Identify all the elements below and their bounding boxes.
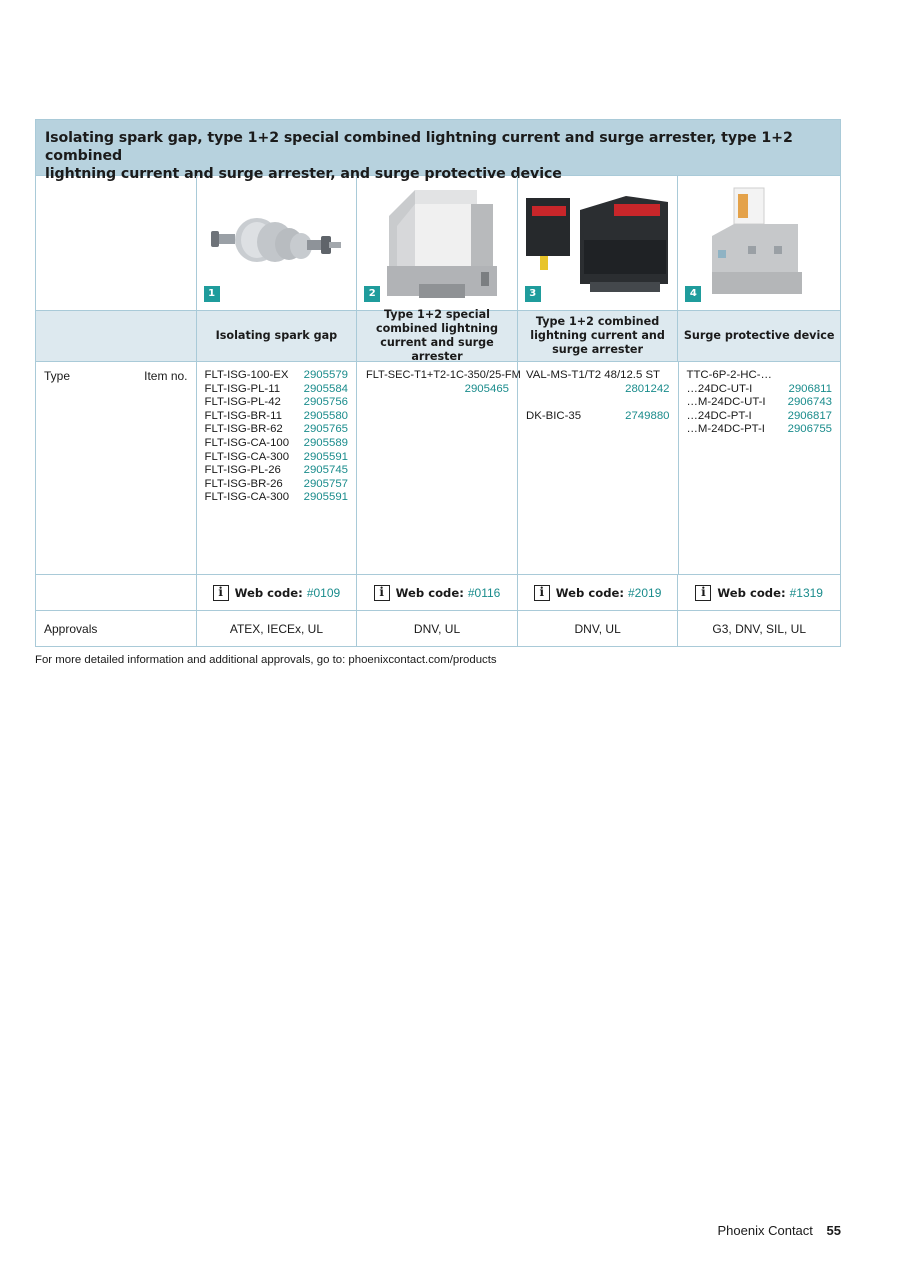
list-item: …24DC-PT-I 2906817 <box>686 409 832 422</box>
black-arrester-modules-image <box>518 176 679 311</box>
item-number-link[interactable]: 2906755 <box>787 423 832 436</box>
list-item: FLT-ISG-CA-100 2905589 <box>204 436 348 449</box>
list-item: FLT-ISG-100-EX 2905579 <box>204 369 348 381</box>
web-code-row <box>36 575 840 611</box>
page-footer <box>718 1223 842 1238</box>
table-title-line1: Isolating spark gap, type 1+2 special combined lightning current and surge arrester, type 1+2 combined <box>45 130 793 164</box>
info-icon: i <box>374 585 390 601</box>
web-code-label: Web code: <box>555 585 624 600</box>
item-number-link[interactable]: 2906817 <box>787 409 832 422</box>
web-code-link[interactable]: #1319 <box>789 585 823 600</box>
product-caption: Type 1+2 special combined lightning current and surge arrester <box>357 311 518 361</box>
item-name: FLT-SEC-T1+T2-1C-350/25-FM <box>366 369 521 381</box>
item-number-link[interactable]: 2905745 <box>303 464 348 477</box>
web-code-link[interactable]: #0109 <box>306 585 341 600</box>
product-table <box>35 119 841 647</box>
item-number-link[interactable]: 2905765 <box>303 423 348 436</box>
item-list-2 <box>357 362 521 574</box>
item-number-link[interactable]: 2906743 <box>787 396 832 409</box>
din-rail-arrester-image <box>357 176 518 311</box>
type-row <box>36 362 840 575</box>
list-item: …M-24DC-PT-I 2906755 <box>686 423 832 436</box>
item-number-link[interactable]: 2905591 <box>303 450 348 463</box>
item-number-link[interactable]: 2905579 <box>303 369 348 381</box>
list-item: FLT-ISG-PL-11 2905584 <box>204 382 348 395</box>
web-code-link[interactable]: #2019 <box>628 585 662 600</box>
approvals-value: ATEX, IECEx, UL <box>197 611 358 646</box>
info-icon: i <box>534 585 550 601</box>
item-number-link[interactable]: 2905465 <box>464 382 509 395</box>
table-header <box>36 120 840 182</box>
type-label-cell <box>36 362 197 574</box>
product-image-cell-2 <box>357 176 518 310</box>
list-item: FLT-ISG-PL-26 2905745 <box>204 464 348 477</box>
approvals-value: DNV, UL <box>357 611 518 646</box>
product-number-badge: 2 <box>364 286 380 302</box>
list-item: FLT-ISG-BR-11 2905580 <box>204 409 348 422</box>
item-list-1 <box>197 362 358 574</box>
web-code-link[interactable]: #0116 <box>467 585 501 600</box>
list-item: DK-BIC-35 2749880 <box>526 409 670 422</box>
approvals-value: DNV, UL <box>518 611 679 646</box>
page-number: 55 <box>826 1223 841 1238</box>
web-code-cell <box>357 575 518 610</box>
product-caption: Type 1+2 combined lightning current and surge arrester <box>518 311 679 361</box>
item-number-link[interactable]: 2905584 <box>303 382 348 395</box>
terminal-block-spd-image <box>678 176 840 311</box>
product-number-badge: 1 <box>204 286 220 302</box>
empty-cell <box>36 176 197 310</box>
item-name: VAL-MS-T1/T2 48/12.5 ST <box>526 369 660 381</box>
approvals-label: Approvals <box>36 611 197 646</box>
item-group-name: TTC-6P-2-HC-… <box>686 369 772 381</box>
list-item: FLT-ISG-CA-300 2905591 <box>204 491 348 504</box>
list-item: FLT-ISG-BR-62 2905765 <box>204 423 348 436</box>
web-code-cell <box>678 575 840 610</box>
item-number-link[interactable]: 2905580 <box>303 409 348 422</box>
product-image-cell-3 <box>518 176 679 310</box>
info-icon: i <box>213 585 229 601</box>
item-number-link[interactable]: 2905757 <box>303 477 348 490</box>
item-no-label: Item no. <box>144 369 188 383</box>
caption-row <box>36 308 840 363</box>
approvals-row <box>36 611 840 646</box>
item-number-link[interactable]: 2905756 <box>303 396 348 409</box>
list-item: FLT-ISG-BR-26 2905757 <box>204 477 348 490</box>
item-list-3 <box>518 362 679 574</box>
item-number-link[interactable]: 2749880 <box>625 409 670 422</box>
product-number-badge: 4 <box>685 286 701 302</box>
table-title-line2: lightning current and surge arrester, and surge protective device <box>45 166 562 182</box>
brand-name: Phoenix Contact <box>717 1223 813 1238</box>
info-icon: i <box>695 585 711 601</box>
web-code-cell <box>518 575 679 610</box>
item-list-4 <box>679 362 841 574</box>
list-item: FLT-ISG-PL-42 2905756 <box>204 396 348 409</box>
item-number-link[interactable]: 2905591 <box>303 491 348 504</box>
footnote: For more detailed information and additional approvals, go to: phoenixcontact.com/products <box>35 654 497 666</box>
list-item: …M-24DC-UT-I 2906743 <box>686 396 832 409</box>
list-item: …24DC-UT-I 2906811 <box>686 382 832 395</box>
empty-cell <box>36 311 197 361</box>
product-caption: Isolating spark gap <box>197 311 358 361</box>
item-number-link[interactable]: 2906811 <box>788 382 832 395</box>
web-code-label: Web code: <box>717 585 786 600</box>
product-caption: Surge protective device <box>683 329 835 342</box>
item-number-link[interactable]: 2801242 <box>625 382 670 395</box>
image-row <box>36 176 840 311</box>
product-number-badge: 3 <box>525 286 541 302</box>
empty-cell <box>36 575 197 610</box>
item-number-link[interactable]: 2905589 <box>303 436 348 449</box>
approvals-value: G3, DNV, SIL, UL <box>712 621 807 636</box>
type-label: Type <box>44 369 71 383</box>
spark-gap-image <box>197 176 358 311</box>
product-image-cell-4 <box>678 176 840 310</box>
list-item: FLT-ISG-CA-300 2905591 <box>204 450 348 463</box>
product-image-cell-1 <box>197 176 358 310</box>
web-code-cell <box>197 575 358 610</box>
web-code-label: Web code: <box>395 585 464 600</box>
web-code-label: Web code: <box>234 585 303 600</box>
